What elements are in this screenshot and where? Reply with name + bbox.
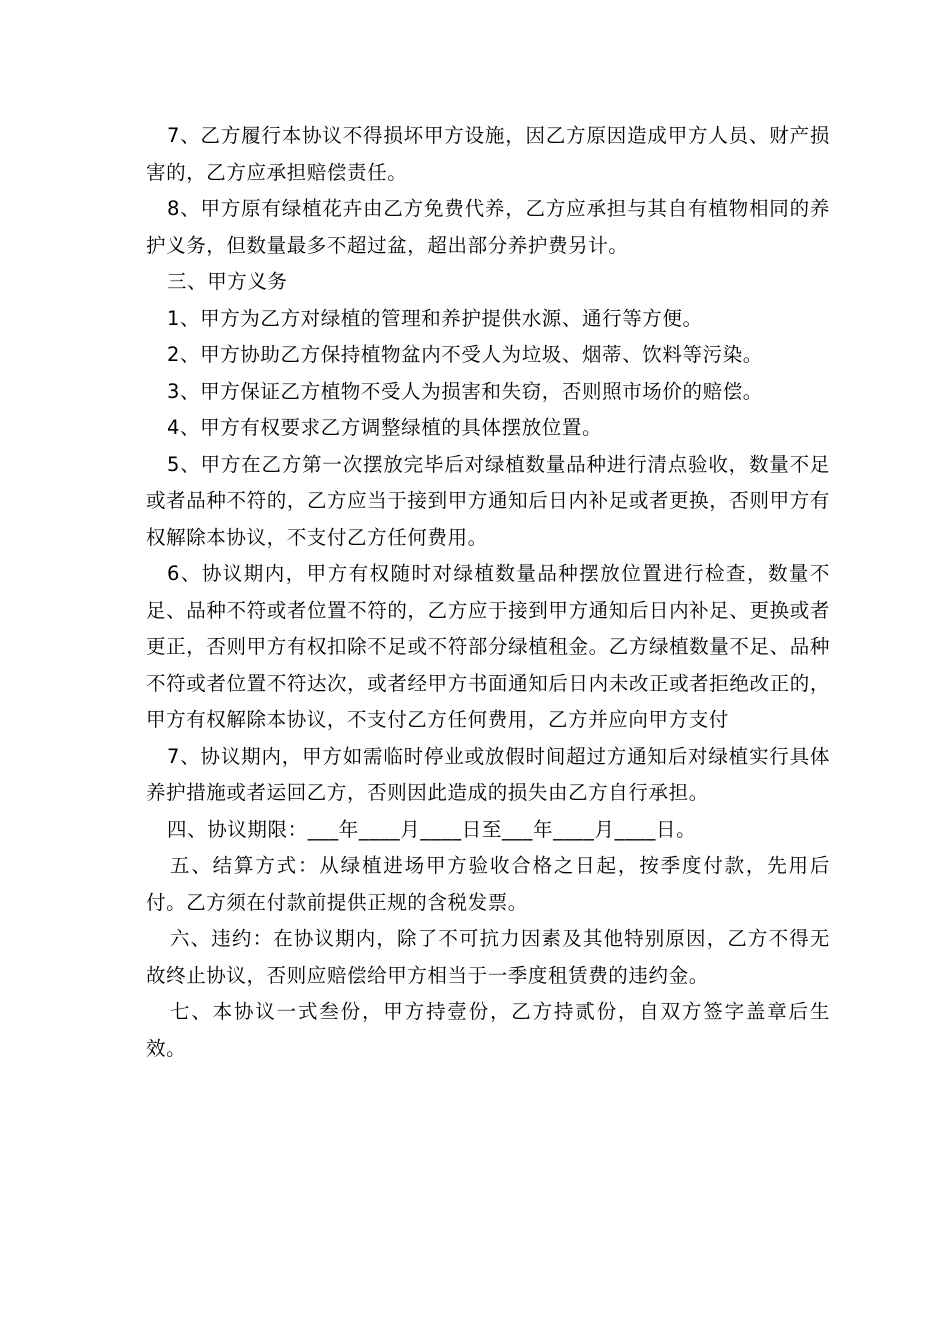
clause-paragraph: 1、甲方为乙方对绿植的管理和养护提供水源、通行等方便。 — [167, 306, 703, 330]
document-body — [146, 118, 830, 1067]
clause-paragraph: 5、甲方在乙方第一次摆放完毕后对绿植数量品种进行清点验收，数量不足或者品种不符的，乙方应当于接到甲方通知后日内补足或者更换，否则甲方有权解除本协议，不支付乙方任何费用。 — [146, 452, 830, 549]
section-heading: 三、甲方义务 — [167, 270, 288, 293]
clause-paragraph: 7、乙方履行本协议不得损坏甲方设施，因乙方原因造成甲方人员、财产损害的，乙方应承担赔偿责任。 — [146, 124, 830, 184]
clause-paragraph: 4、甲方有权要求乙方调整绿植的具体摆放位置。 — [167, 416, 603, 439]
section-heading: 四、协议期限：___年____月____日至___年____月____日。 — [167, 817, 697, 841]
clause-paragraph: 3、甲方保证乙方植物不受人为损害和失窃，否则照市场价的赔偿。 — [167, 379, 763, 403]
clause-paragraph: 6、协议期内，甲方有权随时对绿植数量品种摆放位置进行检查，数量不足、品种不符或者位置不符的，乙方应于接到甲方通知后日内补足、更换或者更正，否则甲方有权扣除不足或不符部分绿植租金。乙方绿植数量不足、品种不符或者位置不符达次，或者经甲方书面通知后日内未改正或者拒绝改正的，甲方有权解除本协议，不支付乙方任何费用，乙方并应向甲方支付 — [146, 562, 830, 731]
clause-paragraph: 7、协议期内，甲方如需临时停业或放假时间超过方通知后对绿植实行具体养护措施或者运回乙方，否则因此造成的损失由乙方自行承担。 — [146, 744, 830, 804]
section-paragraph: 六、违约：在协议期内，除了不可抗力因素及其他特别原因，乙方不得无故终止协议，否则应赔偿给甲方相当于一季度租赁费的违约金。 — [146, 927, 830, 987]
clause-paragraph: 2、甲方协助乙方保持植物盆内不受人为垃圾、烟蒂、饮料等污染。 — [167, 343, 763, 366]
section-paragraph: 七、本协议一式叁份，甲方持壹份，乙方持贰份，自双方签字盖章后生效。 — [146, 1000, 830, 1060]
clause-paragraph: 8、甲方原有绿植花卉由乙方免费代养，乙方应承担与其自有植物相同的养护义务，但数量最多不超过盆，超出部分养护费另计。 — [146, 197, 830, 257]
section-paragraph: 五、结算方式：从绿植进场甲方验收合格之日起，按季度付款，先用后付。乙方须在付款前提供正规的含税发票。 — [146, 854, 830, 914]
